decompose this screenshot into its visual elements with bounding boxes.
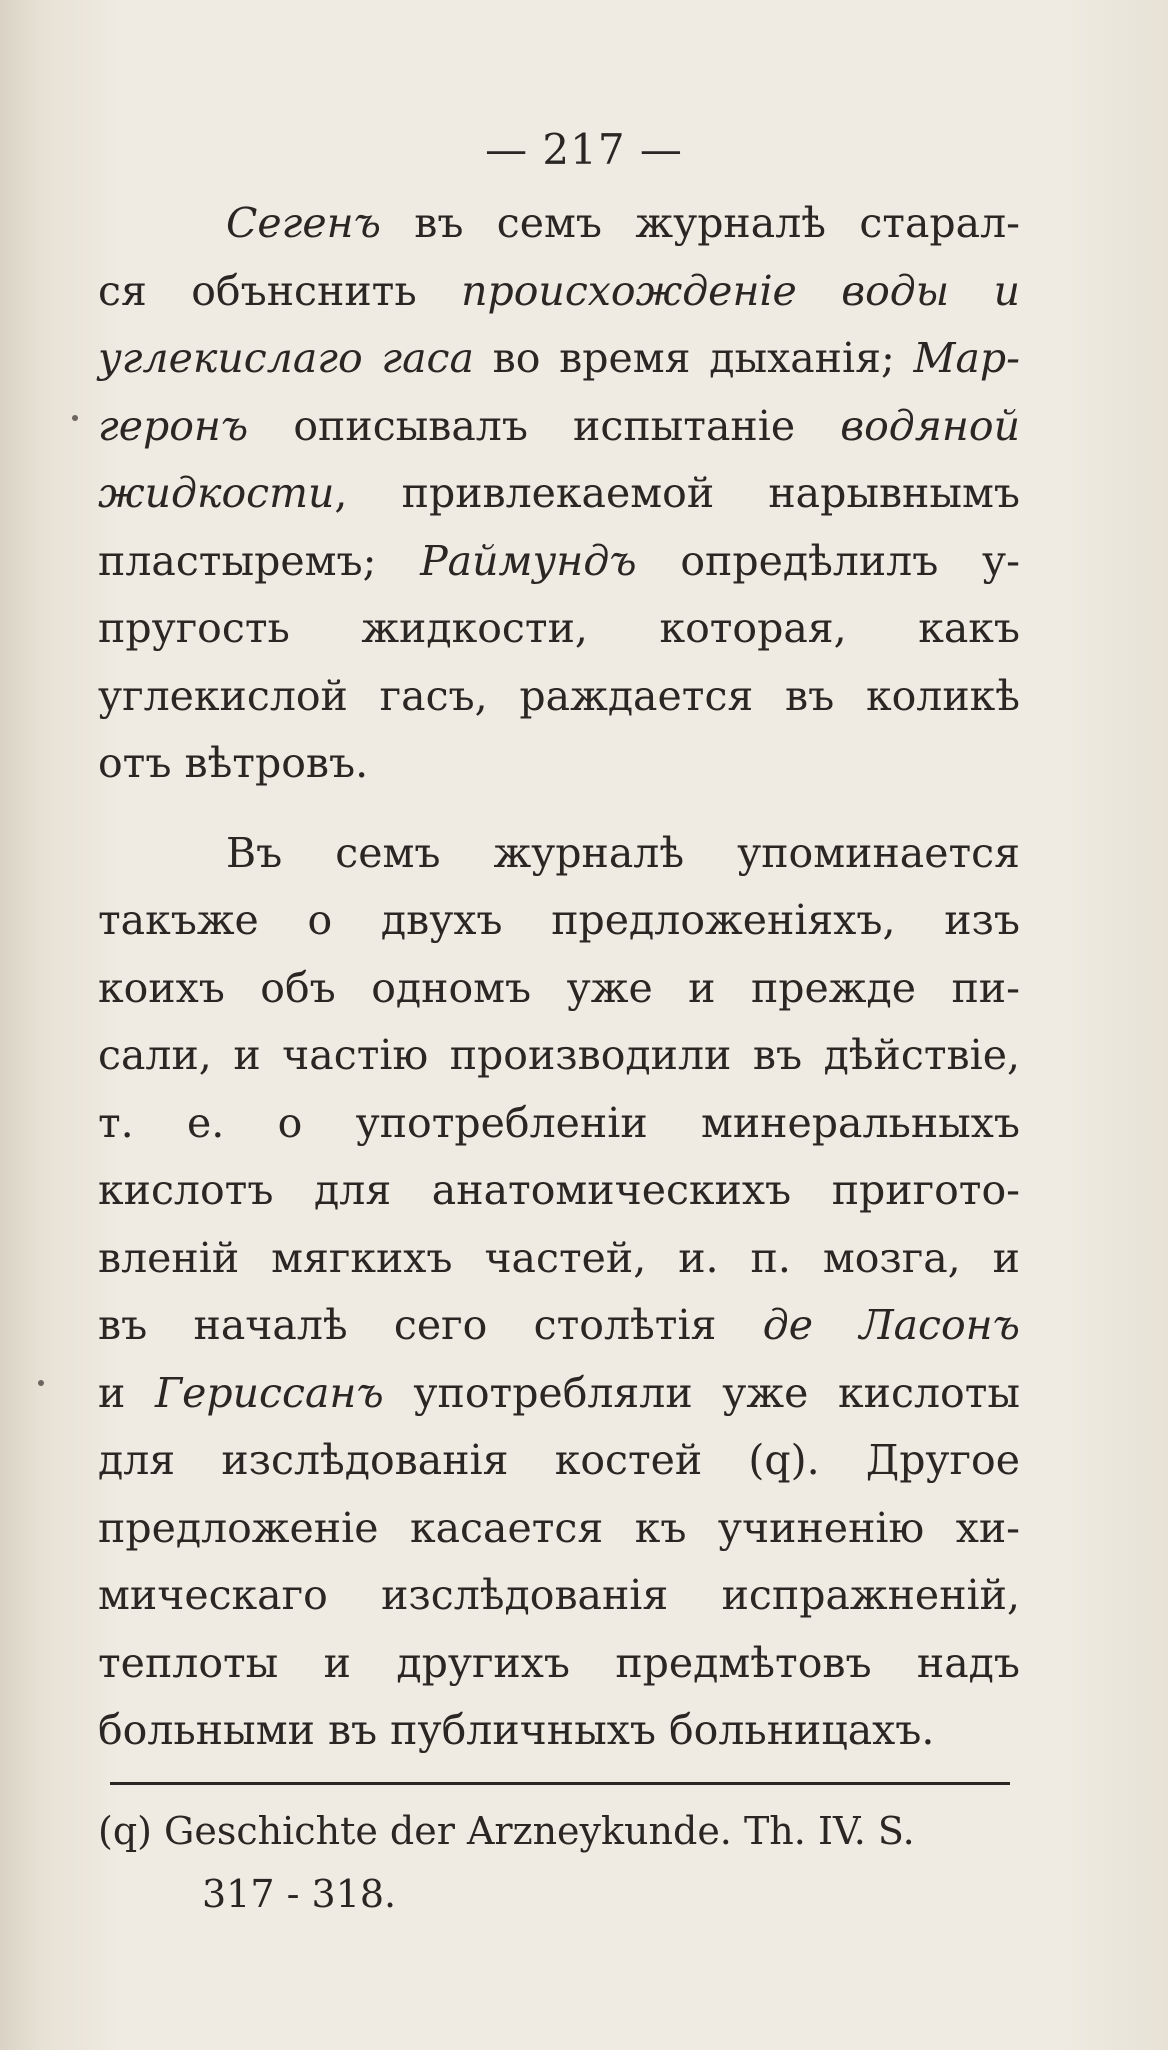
text-line [98, 663, 1020, 731]
text-run: сали, и частію производили въ дѣйствіе, [98, 1031, 1020, 1079]
text-run: употребляли уже кислоты [383, 1368, 1021, 1417]
text-run: теплоты и другихъ предмѣтовъ надъ [98, 1638, 1020, 1687]
text-run: описывалъ испытаніе [248, 401, 841, 450]
text-line [98, 1427, 1020, 1495]
text-line [98, 1022, 1020, 1090]
text-line [98, 887, 1020, 955]
text-run: въ началѣ сего столѣтія [98, 1301, 763, 1349]
footnote-line: 317 - 318. [202, 1872, 397, 1916]
footnote-line: (q) Geschichte der Arzneykunde. Th. IV. S. [98, 1809, 915, 1853]
text-run: т. е. о употребленіи минеральныхъ [98, 1098, 1020, 1147]
text-line [98, 1225, 1020, 1293]
paragraph-gap [98, 798, 1020, 820]
italic-name: водяной [840, 401, 1020, 450]
text-line [98, 1090, 1020, 1158]
italic-name: жидкости [98, 469, 335, 517]
text-run: въ семъ журналѣ старал- [380, 199, 1020, 247]
text-run: и [98, 1368, 155, 1417]
italic-name: Сегенъ [226, 199, 381, 247]
footnote-rule [110, 1782, 1010, 1785]
text-run: пластыремъ; [98, 536, 421, 585]
text-run: углекислой гасъ, раждается въ коликѣ [98, 671, 1020, 720]
text-line [98, 955, 1020, 1023]
text-run: опредѣлилъ у- [636, 536, 1020, 585]
text-line [98, 820, 1020, 888]
text-line [98, 1562, 1020, 1630]
text-line [98, 190, 1020, 258]
text-line [98, 730, 1020, 798]
text-run: для изслѣдованія костей (q). Другое [98, 1436, 1020, 1484]
text-line [98, 325, 1020, 393]
text-run: , привлекаемой нарывнымъ [334, 469, 1020, 517]
text-run: Въ семъ журналѣ упоминается [226, 828, 1020, 877]
text-line [98, 1360, 1020, 1428]
text-run: вленій мягкихъ частей, и. п. мозга, и [98, 1233, 1020, 1282]
body-text [98, 190, 1020, 1765]
text-run: ся обънснить [98, 266, 462, 315]
italic-name: происхожденіе воды и [461, 266, 1020, 315]
text-run: мическаго изслѣдованія испражненій, [98, 1571, 1020, 1619]
text-run: больными въ публичныхъ больницахъ. [98, 1706, 935, 1754]
text-run: во время дыханія; [473, 334, 914, 382]
paper-speck [38, 1380, 44, 1386]
text-line [98, 1630, 1020, 1698]
text-line [98, 258, 1020, 326]
text-line [98, 1495, 1020, 1563]
text-run: кислотъ для анатомическихъ пригото- [98, 1166, 1020, 1214]
page-number: — 217 — [485, 125, 683, 174]
text-run: предложеніе касается къ учиненію хи- [98, 1503, 1020, 1552]
italic-name: Гериссанъ [154, 1368, 384, 1417]
text-line [98, 460, 1020, 528]
text-line [98, 1157, 1020, 1225]
italic-name: Мар- [913, 334, 1021, 382]
text-run: коихъ объ одномъ уже и прежде пи- [98, 963, 1020, 1012]
italic-name: Раймундъ [420, 536, 637, 585]
text-line [98, 595, 1020, 663]
text-run: такъже о двухъ предложеніяхъ, изъ [98, 896, 1020, 944]
text-line [98, 528, 1020, 596]
text-line [98, 1697, 1020, 1765]
italic-name: углекислаго гаса [98, 334, 474, 382]
footnote [98, 1800, 1020, 1926]
italic-name: де Ласонъ [762, 1301, 1020, 1349]
paper-speck [72, 415, 78, 421]
text-run: отъ вѣтровъ. [98, 739, 369, 787]
text-line [98, 393, 1020, 461]
italic-name: геронъ [98, 401, 249, 450]
text-run: пругость жидкости, которая, какъ [98, 604, 1020, 652]
text-line [98, 1292, 1020, 1360]
